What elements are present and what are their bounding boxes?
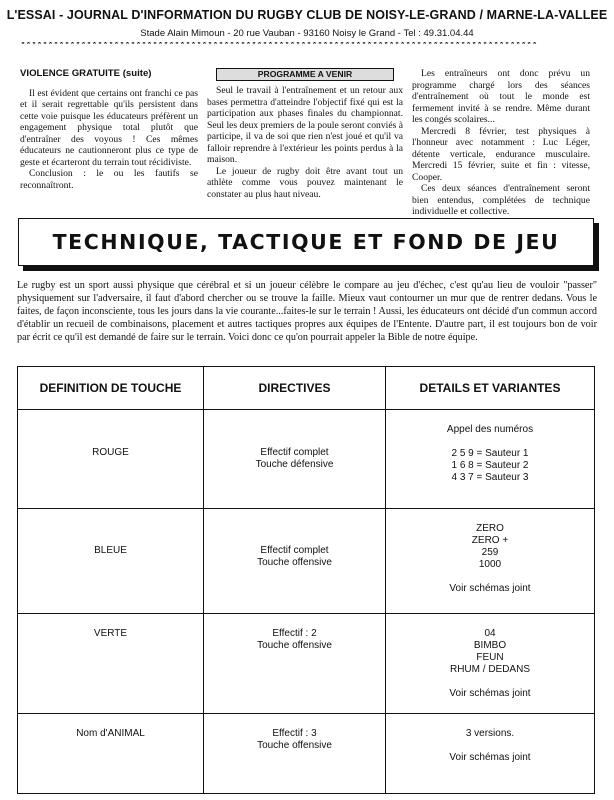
- detail-line: ZERO +: [471, 535, 509, 546]
- directives-cell: [204, 410, 386, 509]
- directive-line: Touche offensive: [257, 557, 332, 568]
- detail-spacer: [386, 436, 594, 448]
- details-cell: [386, 410, 595, 509]
- directives-cell: [204, 614, 386, 714]
- detail-line: Voir schémas joint: [449, 583, 531, 594]
- article-programme-continued: [412, 68, 590, 218]
- directive-line: Touche offensive: [257, 740, 332, 751]
- detail-line: FEUN: [476, 652, 504, 663]
- article-paragraph: Le joueur de rugby doit être avant tout un athlète comme vous pouvez maintenant le constater au plus haut niveau.: [207, 165, 403, 200]
- definition-cell: Nom d'ANIMAL: [18, 714, 204, 794]
- detail-line: RHUM / DEDANS: [449, 664, 530, 675]
- directive-line: Touche défensive: [255, 459, 334, 470]
- article-programme: [207, 68, 403, 200]
- definition-cell: BLEUE: [18, 509, 204, 614]
- detail-line: 1 6 8 = Sauteur 2: [451, 460, 529, 471]
- article-paragraph: Les entraîneurs ont donc prévu un programme chargé lors des séances d'entraînement où tout le monde est fermement invité à se rendre. Même durant les congés scolaires...: [412, 68, 590, 125]
- detail-spacer: [386, 571, 594, 583]
- lineout-table: [17, 366, 595, 794]
- detail-spacer: [386, 740, 594, 752]
- detail-line: 4 3 7 = Sauteur 3: [451, 472, 529, 483]
- table-row: [18, 714, 595, 794]
- definition-cell: ROUGE: [18, 410, 204, 509]
- star-separator: **********************************************************************************************: [20, 42, 538, 52]
- table-header-row: [18, 367, 595, 410]
- table-row: [18, 410, 595, 509]
- table-row: [18, 509, 595, 614]
- table-row: [18, 614, 595, 714]
- article-paragraph: Mercredi 8 février, test physiques à l'honneur avec notamment : Luc Léger, détente verticale, endurance musculaire. Mercredi 15 février, suite et fin : vitesse, Cooper.: [412, 125, 590, 183]
- directives-cell: [204, 714, 386, 794]
- details-cell: [386, 714, 595, 794]
- details-cell: [386, 509, 595, 614]
- detail-spacer: [386, 676, 594, 688]
- article-paragraph: Seul le travail à l'entraînement et un retour aux bases permettra d'atteindre l'objectif fixé qui est la participation aux phases finales du championnat. Seul les deux premiers de la poule seront conviés à participe, il va de soi que rien n'est joué et qu'il va falloir reprendre à l'extérieur les points perdus à la maison.: [207, 85, 403, 165]
- detail-line: Voir schémas joint: [449, 752, 531, 763]
- detail-line: 04: [484, 628, 496, 639]
- article-heading: VIOLENCE GRATUITE (suite): [20, 68, 152, 79]
- detail-line: ZERO: [476, 523, 504, 534]
- club-address: Stade Alain Mimoun - 20 rue Vauban - 93160 Noisy le Grand - Tel : 49.31.04.44: [140, 28, 474, 39]
- directives-cell: [204, 509, 386, 614]
- article-paragraph: Conclusion : le ou les fautifs se reconnaîtront.: [20, 168, 198, 191]
- directive-line: Effectif complet: [260, 545, 329, 556]
- directive-line: Touche offensive: [257, 640, 332, 651]
- article-heading-box: PROGRAMME A VENIR: [216, 68, 394, 81]
- detail-line: 3 versions.: [465, 728, 515, 739]
- directive-line: Effectif complet: [260, 447, 329, 458]
- detail-line: Voir schémas joint: [449, 688, 531, 699]
- definition-cell: VERTE: [18, 614, 204, 714]
- article-paragraph: Il est évident que certains ont franchi ce pas et il serait regrettable qu'ils persistent dans cette voie puisque les éducateurs préfèrent un engagement physique total plutôt que d'entraîner des voyous ! Ces mêmes éducateurs ne cautionneront plus ce type de geste et écarteront du terrain tout récidiviste.: [20, 87, 198, 168]
- detail-line: Appel des numéros: [446, 424, 534, 435]
- directive-line: Effectif : 2: [272, 628, 317, 639]
- column-header: DEFINITION DE TOUCHE: [18, 367, 204, 410]
- detail-line: BIMBO: [473, 640, 507, 651]
- intro-paragraph: Le rugby est un sport aussi physique que cérébral et si un joueur célèbre le compare au jeu d'échec, c'est qu'au lieu de vouloir "passer" physiquement sur l'adversaire, il faut d'abord chercher ou se trouve la faille. Mieux vaut contourner un mur que de rentrer dedans. Vous le faites, de façon inconsciente, tous les jours dans la vie courante...faites-le sur le terrain ! Aussi, les éducateurs ont décidé d'un commun accord d'établir un recueil de combinaisons, placement et autres tactiques propres aux équipes de l'Entente. D'autre part, il est toujours bon de voir par écrit ce qu'il est demandé de faire sur le terrain. Voici donc ce qu'on pourrait appeler la Bible de notre équipe.: [17, 280, 597, 344]
- section-banner: [18, 218, 594, 266]
- detail-line: 1000: [478, 559, 502, 570]
- column-header: DIRECTIVES: [204, 367, 386, 410]
- article-violence-gratuite: [20, 68, 198, 191]
- column-header: DETAILS ET VARIANTES: [386, 367, 595, 410]
- details-cell: [386, 614, 595, 714]
- article-paragraph: Ces deux séances d'entraînement seront bien entendus, complétées de technique individuelle et collective.: [412, 183, 590, 217]
- detail-line: 2 5 9 = Sauteur 1: [451, 448, 529, 459]
- newsletter-masthead: L'ESSAI - JOURNAL D'INFORMATION DU RUGBY CLUB DE NOISY-LE-GRAND / MARNE-LA-VALLEE: [6, 8, 608, 22]
- detail-line: 259: [481, 547, 499, 558]
- directive-line: Effectif : 3: [272, 728, 317, 739]
- section-title: TECHNIQUE, TACTIQUE ET FOND DE JEU: [52, 230, 560, 254]
